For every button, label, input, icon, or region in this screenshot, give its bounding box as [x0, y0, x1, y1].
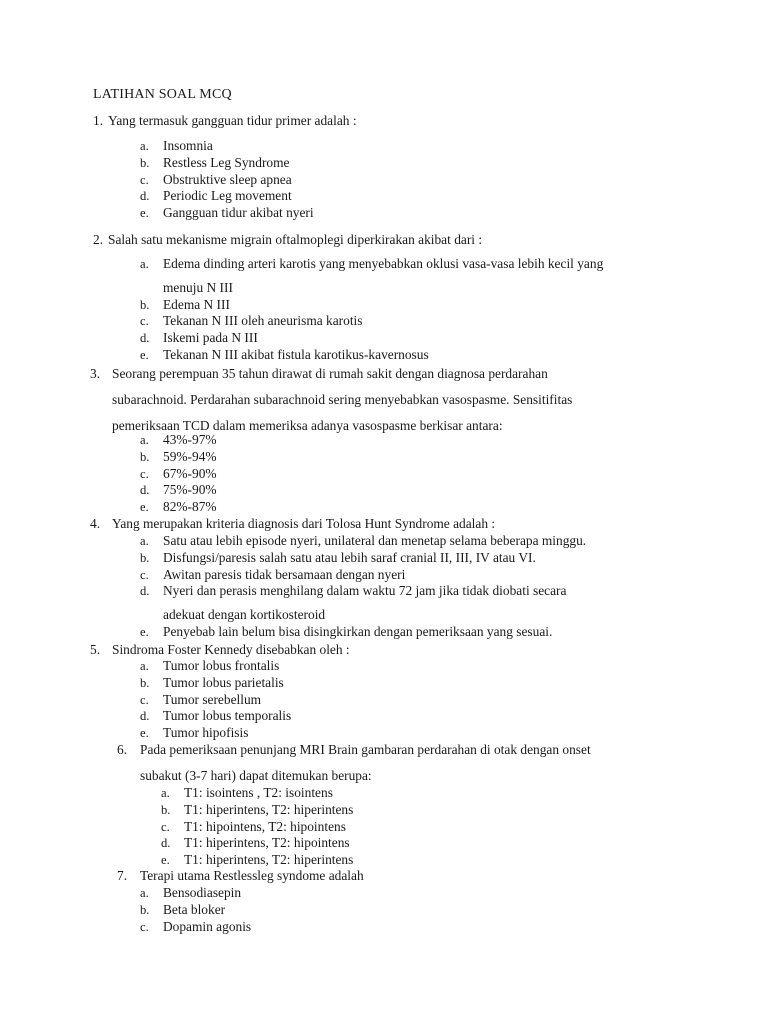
- question-text-continued: subarachnoid. Perdarahan subarachnoid sering menyebabkan vasospasme. Sensitifitas: [112, 392, 573, 407]
- option-text: 59%-94%: [163, 448, 217, 464]
- option-list: [140, 533, 586, 641]
- option-text: Tekanan N III oleh aneurisma karotis: [163, 313, 363, 329]
- question-number: 2.: [93, 232, 104, 247]
- option-letter: b.: [161, 802, 171, 817]
- option-text: Tumor lobus temporalis: [163, 708, 292, 724]
- question-7: [117, 868, 364, 884]
- option-e: [140, 205, 314, 222]
- question-number: 3.: [90, 366, 101, 381]
- option-d: [140, 482, 217, 499]
- option-letter: a.: [140, 886, 149, 900]
- question-4: [90, 516, 495, 532]
- option-text: Tumor lobus frontalis: [163, 658, 280, 673]
- option-b: [140, 675, 291, 692]
- option-a: [140, 658, 291, 675]
- option-text: T1: hiperintens, T2: hipointens: [184, 835, 350, 851]
- option-letter: c.: [140, 919, 149, 934]
- option-letter: d.: [140, 189, 150, 204]
- option-text: 82%-87%: [163, 499, 217, 515]
- question-1: [93, 113, 357, 129]
- option-letter: d.: [161, 836, 171, 851]
- option-a: [161, 785, 353, 802]
- question-2: [93, 232, 482, 248]
- option-letter: b.: [140, 449, 150, 464]
- option-letter: e.: [161, 853, 170, 868]
- question-text: Sindroma Foster Kennedy disebabkan oleh :: [112, 642, 350, 657]
- option-letter: b.: [140, 902, 150, 917]
- option-text: 67%-90%: [163, 465, 217, 481]
- option-text: T1: hiperintens, T2: hiperintens: [184, 801, 354, 817]
- option-list: [161, 785, 353, 869]
- option-c: [161, 819, 353, 836]
- option-e: [161, 852, 353, 869]
- option-letter: e.: [140, 624, 149, 639]
- option-letter: e.: [140, 206, 149, 221]
- option-b: [140, 297, 603, 314]
- option-list: [140, 432, 217, 516]
- question-line: [117, 868, 364, 884]
- question-3: [90, 366, 572, 434]
- option-letter: a.: [140, 257, 149, 271]
- question-line: [90, 642, 350, 658]
- question-line: [93, 232, 482, 248]
- option-text: Tumor serebellum: [163, 691, 262, 707]
- option-text: Tekanan N III akibat fistula karotikus-kavernosus: [163, 346, 429, 362]
- question-number: 1.: [93, 113, 104, 128]
- option-letter: b.: [140, 550, 150, 565]
- option-letter: a.: [161, 786, 170, 800]
- option-text: Insomnia: [163, 138, 213, 153]
- option-c: [140, 466, 217, 483]
- option-letter: d.: [140, 331, 150, 346]
- option-text: Iskemi pada N III: [163, 330, 258, 346]
- option-letter: b.: [140, 675, 150, 690]
- document-title: LATIHAN SOAL MCQ: [93, 87, 232, 102]
- option-text: Edema dinding arteri karotis yang menyebabkan oklusi vasa-vasa lebih kecil yang: [163, 256, 604, 271]
- option-list: [140, 658, 291, 742]
- question-line: [90, 366, 572, 382]
- option-c: [140, 172, 314, 189]
- option-c: [140, 567, 586, 584]
- option-text: 43%-97%: [163, 432, 217, 447]
- option-letter: c.: [140, 567, 149, 582]
- option-text: T1: hiperintens, T2: hiperintens: [184, 852, 354, 868]
- question-line: [117, 742, 591, 758]
- option-text: Nyeri dan perasis menghilang dalam waktu 72 jam jika tidak diobati secara: [163, 583, 567, 599]
- option-letter: e.: [140, 500, 149, 515]
- option-a: [140, 138, 314, 155]
- question-5: [90, 642, 350, 658]
- option-list: [140, 885, 251, 935]
- option-letter: c.: [140, 314, 149, 329]
- question-text: Yang merupakan kriteria diagnosis dari Tolosa Hunt Syndrome adalah :: [112, 516, 496, 531]
- option-d: [140, 583, 586, 600]
- option-c: [140, 313, 603, 330]
- question-number: 7.: [117, 868, 128, 883]
- option-text: Bensodiasepin: [163, 885, 242, 900]
- option-text: Tumor lobus parietalis: [163, 674, 284, 690]
- option-text: Gangguan tidur akibat nyeri: [163, 205, 314, 221]
- question-text-continued: pemeriksaan TCD dalam memeriksa adanya vasospasme berkisar antara:: [112, 418, 503, 433]
- option-c: [140, 692, 291, 709]
- question-line: [93, 113, 357, 129]
- question-text: Terapi utama Restlessleg syndome adalah: [140, 868, 364, 883]
- option-letter: c.: [140, 692, 149, 707]
- option-text: Dopamin agonis: [163, 918, 252, 934]
- option-e: [140, 725, 291, 742]
- option-text: Beta bloker: [163, 901, 226, 917]
- option-letter: c.: [140, 466, 149, 481]
- option-b: [140, 449, 217, 466]
- option-letter: a.: [140, 659, 149, 673]
- option-letter: a.: [140, 433, 149, 447]
- option-text: Penyebab lain belum bisa disingkirkan dengan pemeriksaan yang sesuai.: [163, 623, 553, 639]
- option-list: [140, 138, 314, 222]
- option-letter: a.: [140, 534, 149, 548]
- option-letter: c.: [140, 172, 149, 187]
- option-text-continued: menuju N III: [163, 279, 233, 295]
- option-letter: b.: [140, 297, 150, 312]
- question-number: 6.: [117, 742, 128, 757]
- option-letter: e.: [140, 726, 149, 741]
- option-a: [140, 432, 217, 449]
- option-b: [140, 550, 586, 567]
- option-list: [140, 256, 603, 364]
- option-a: [140, 256, 603, 273]
- option-text: Restless Leg Syndrome: [163, 154, 290, 170]
- question-number: 4.: [90, 516, 101, 531]
- option-text: Obstruktive sleep apnea: [163, 171, 292, 187]
- option-b: [161, 802, 353, 819]
- question-text: Pada pemeriksaan penunjang MRI Brain gambaran perdarahan di otak dengan onset: [140, 742, 591, 757]
- option-d: [140, 708, 291, 725]
- option-text: Tumor hipofisis: [163, 725, 249, 741]
- question-number: 5.: [90, 642, 101, 657]
- option-text: Periodic Leg movement: [163, 188, 292, 204]
- question-6: [117, 742, 591, 784]
- question-line: [90, 516, 495, 532]
- option-e: [140, 347, 603, 364]
- option-text: T1: isointens , T2: isointens: [184, 785, 333, 800]
- option-text-continued: adekuat dengan kortikosteroid: [163, 607, 326, 623]
- option-e: [140, 624, 586, 641]
- option-letter: a.: [140, 139, 149, 153]
- option-text: Awitan paresis tidak bersamaan dengan nyeri: [163, 566, 406, 582]
- option-letter: d.: [140, 483, 150, 498]
- option-letter: d.: [140, 709, 150, 724]
- option-d: [161, 835, 353, 852]
- option-e: [140, 499, 217, 516]
- option-text: T1: hipointens, T2: hipointens: [184, 818, 346, 834]
- option-letter: b.: [140, 155, 150, 170]
- option-d: [140, 330, 603, 347]
- question-text: Salah satu mekanisme migrain oftalmoplegi diperkirakan akibat dari :: [108, 232, 483, 247]
- option-b: [140, 155, 314, 172]
- option-b: [140, 902, 251, 919]
- option-letter: e.: [140, 347, 149, 362]
- question-text: Seorang perempuan 35 tahun dirawat di rumah sakit dengan diagnosa perdarahan: [112, 366, 548, 381]
- option-text: Edema N III: [163, 296, 230, 312]
- option-text: Disfungsi/paresis salah satu atau lebih saraf cranial II, III, IV atau VI.: [163, 549, 536, 565]
- option-a: [140, 533, 586, 550]
- option-text: 75%-90%: [163, 482, 217, 498]
- question-text-continued: subakut (3-7 hari) dapat ditemukan berupa:: [140, 768, 372, 783]
- option-letter: d.: [140, 584, 150, 599]
- option-d: [140, 188, 314, 205]
- option-c: [140, 919, 251, 936]
- option-letter: c.: [161, 819, 170, 834]
- option-text: Satu atau lebih episode nyeri, unilateral dan menetap selama beberapa minggu.: [163, 533, 587, 548]
- question-text: Yang termasuk gangguan tidur primer adalah :: [108, 113, 357, 128]
- option-a: [140, 885, 251, 902]
